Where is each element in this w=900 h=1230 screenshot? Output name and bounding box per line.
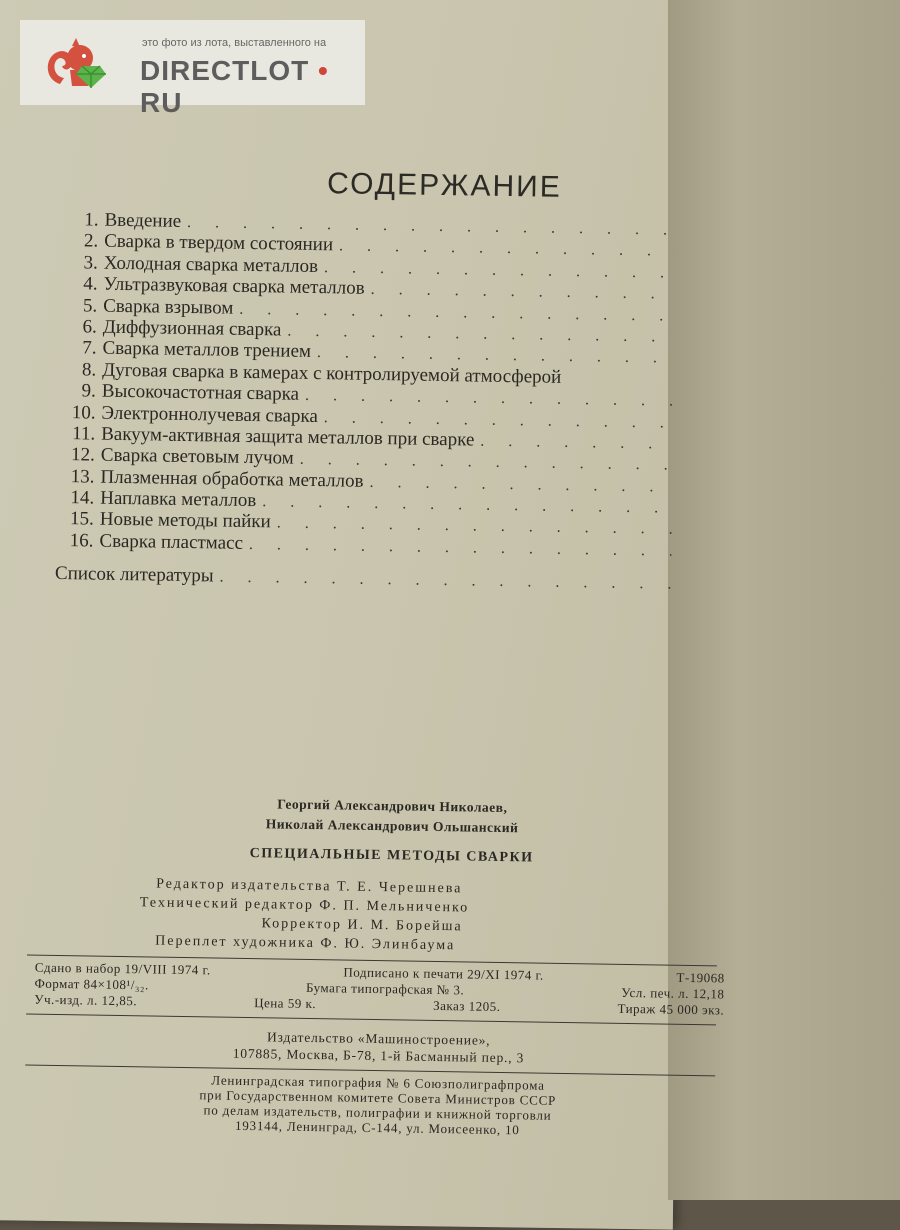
pub-cell: Усл. печ. л. 12,18 [621,984,725,1002]
toc-num: 16. [69,530,94,552]
toc-text: Сварка пластмасс [99,530,244,554]
book-title: СПЕЦИАЛЬНЫЕ МЕТОДЫ СВАРКИ [249,846,534,866]
authors [57,791,728,842]
toc-text: Диффузионная сварка [102,316,282,341]
toc-num: 4. [83,273,98,295]
toc-leader-dots [480,433,673,454]
toc-text: Новые методы пайки [99,509,271,533]
toc-leader-dots [249,536,672,561]
printer-line: по делам издательств, полиграфии и книжной торговли [203,1102,552,1123]
toc-text: Холодная сварка металлов [103,252,319,277]
author-name: Георгий Александрович Николаев, [277,796,508,816]
brand-dot: • [318,55,329,86]
pub-cell: Т-19068 [676,969,725,986]
printer-line: 193144, Ленинград, С-144, ул. Моисеенко, 10 [234,1117,520,1138]
printer [32,1070,723,1141]
toc-num: 14. [70,487,95,509]
toc-num: 10. [71,401,96,424]
toc-num: 2. [83,230,99,252]
toc-text: Вакуум-активная защита металлов при сварке [101,423,475,451]
toc-text: Высокочастотная сварка [101,380,300,405]
toc-num: 5. [82,294,98,317]
toc-text: Электроннолучевая сварка [101,402,319,427]
printer-line: при Государственном комитете Совета Министров СССР [199,1087,557,1108]
toc-leader-dots [219,569,671,594]
toc-text: Введение [104,209,182,232]
pub-cell: Тираж 45 000 экз. [617,1000,725,1018]
credit-tech-editor: Технический редактор Ф. П. Мельниченко [139,895,470,916]
toc-item-references [54,563,671,594]
toc-text: Плазменная обработка металлов [100,466,364,492]
pub-cell: Подписано к печати 29/XI 1974 г. [343,964,544,983]
pub-cell: Заказ 1205. [433,997,501,1014]
credits [35,873,726,960]
toc-text: Сварка световым лучом [100,444,294,469]
credit-editor: Редактор издательства Т. Е. Черешнева [156,876,463,897]
pub-cell: Уч.-изд. л. 12,85. [34,991,138,1009]
toc-text: Список литературы [54,563,214,587]
watermark-brand [140,55,365,119]
pub-cell: Формат 84×108¹/₃₂. [34,975,149,993]
printer-line: Ленинградская типография № 6 Союзполиграфпрома [211,1072,545,1093]
toc-num: 6. [82,316,98,338]
author-name: Николай Александрович Ольшанский [265,816,519,836]
toc-text: Наплавка металлов [100,487,257,512]
toc-num: 7. [82,337,97,359]
toc-num: 8. [81,359,97,381]
watermark-tagline: это фото из лота, выставленного на [142,37,327,49]
toc-text: Дуговая сварка в камерах с контролируемой атмосферой [102,359,562,388]
toc-num: 11. [71,423,96,445]
credit-binding: Переплет художника Ф. Ю. Элинбаума [155,933,456,954]
toc-text: Сварка металлов трением [102,337,312,363]
toc-num: 12. [70,444,96,466]
toc-num: 3. [83,252,99,274]
watermark-banner [20,20,365,118]
toc-text: Сварка взрывом [103,295,234,319]
squirrel-gem-logo-icon [42,36,132,95]
toc-text: Ультразвуковая сварка металлов [103,273,365,299]
toc-num: 13. [70,465,95,488]
pub-cell: Цена 59 к. [254,995,317,1012]
pub-cell: Сдано в набор 19/VIII 1974 г. [34,959,211,978]
table-of-contents [54,209,677,594]
credit-corrector: Корректор И. М. Борейша [261,916,463,935]
imprint-block [32,791,727,1141]
pub-cell: Бумага типографская № 3. [305,979,465,998]
toc-text: Сварка в твердом состоянии [104,231,334,256]
toc-num: 15. [69,508,95,531]
publisher-name: Издательство «Машиностроение», [266,1029,491,1048]
publisher [33,1025,723,1070]
brand-name: DIRECTLOT [140,55,310,86]
toc-title: СОДЕРЖАНИЕ [326,167,563,204]
publisher-address: 107885, Москва, Б-78, 1-й Басманный пер., 3 [232,1045,525,1066]
publication-details [34,960,725,1019]
toc-num: 9. [81,380,97,402]
toc-num: 1. [84,209,99,231]
brand-tld: RU [140,87,183,118]
